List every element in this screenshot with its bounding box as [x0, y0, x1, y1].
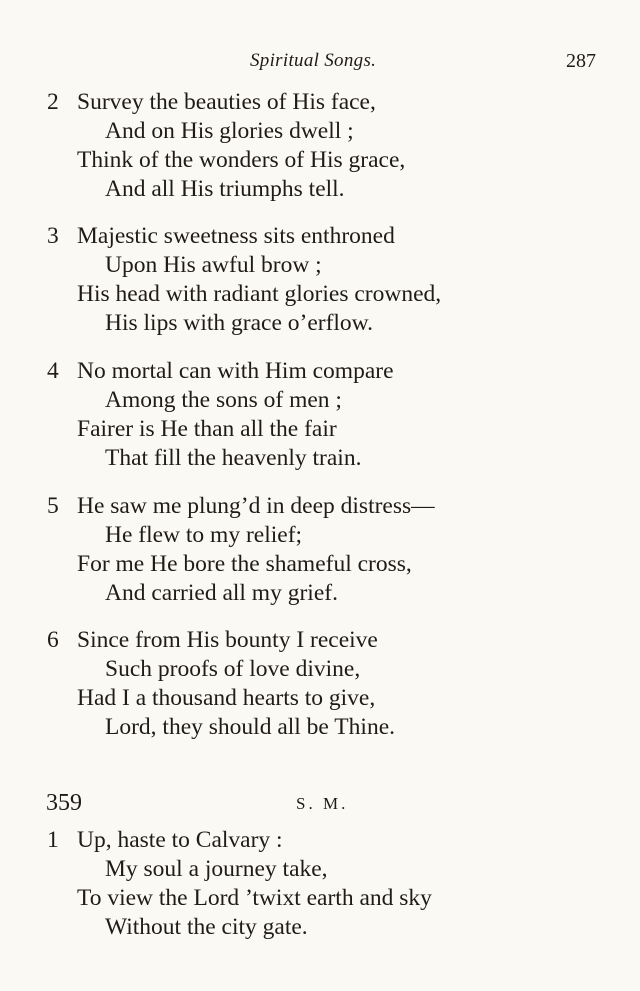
stanza-line [0, 521, 620, 550]
verse-line: Had I a thousand hearts to give, [77, 685, 376, 711]
stanza-line [0, 88, 620, 117]
stanza-line [0, 280, 620, 309]
hymn-meter: S. M. [296, 794, 349, 813]
stanza-line [0, 884, 620, 913]
stanza-line [0, 550, 620, 579]
stanza-4 [0, 357, 620, 473]
stanza-number: 4 [47, 358, 59, 384]
verse-line: That fill the heavenly train. [105, 445, 362, 471]
verse-line: To view the Lord ’twixt earth and sky [77, 885, 432, 911]
verse-line: His lips with grace o’erflow. [105, 310, 374, 336]
verse-line: And on His glories dwell ; [105, 118, 354, 144]
stanza-number: 5 [47, 493, 59, 519]
verse-line: And all His triumphs tell. [105, 176, 345, 202]
stanza-line [0, 655, 620, 684]
hymn-359-stanza-1 [0, 826, 620, 942]
verse-line: Majestic sweetness sits enthroned [77, 223, 395, 249]
hymn-number: 359 [46, 790, 82, 816]
hymn-heading [0, 790, 620, 818]
verse-line: For me He bore the shameful cross, [77, 551, 412, 577]
verse-line: Among the sons of men ; [105, 387, 342, 413]
verse-line: His head with radiant glories crowned, [77, 281, 442, 307]
stanza-number: 6 [47, 627, 59, 653]
verse-line: Without the city gate. [105, 914, 308, 940]
verse-line: He flew to my relief; [105, 522, 303, 548]
stanza-line [0, 386, 620, 415]
stanza-line [0, 222, 620, 251]
verse-line: My soul a journey take, [105, 856, 328, 882]
stanza-line [0, 579, 620, 608]
stanza-line [0, 309, 620, 338]
stanza-number: 1 [47, 827, 59, 853]
stanza-line [0, 913, 620, 942]
verse-line: And carried all my grief. [105, 580, 338, 606]
page-number: 287 [566, 50, 596, 72]
stanza-line [0, 492, 620, 521]
stanza-line [0, 826, 620, 855]
page-header [0, 50, 640, 76]
verse-line: Since from His bounty I receive [77, 627, 378, 653]
verse-line: Such proofs of love divine, [105, 656, 361, 682]
verse-line: Fairer is He than all the fair [77, 416, 337, 442]
stanza-6 [0, 626, 620, 742]
stanza-line [0, 251, 620, 280]
stanza-line [0, 415, 620, 444]
stanza-5 [0, 492, 620, 608]
stanza-line [0, 117, 620, 146]
verse-line: No mortal can with Him compare [77, 358, 394, 384]
stanza-line [0, 855, 620, 884]
stanza-line [0, 684, 620, 713]
stanza-number: 3 [47, 223, 59, 249]
verse-line: Up, haste to Calvary : [77, 827, 283, 853]
verse-line: Lord, they should all be Thine. [105, 714, 395, 740]
stanza-number: 2 [47, 89, 59, 115]
verse-line: Survey the beauties of His face, [77, 89, 376, 115]
stanza-line [0, 626, 620, 655]
stanza-line [0, 146, 620, 175]
running-title: Spiritual Songs. [250, 50, 377, 71]
stanza-2 [0, 88, 620, 204]
stanza-3 [0, 222, 620, 338]
stanza-line [0, 444, 620, 473]
verse-line: Think of the wonders of His grace, [77, 147, 406, 173]
verse-line: Upon His awful brow ; [105, 252, 322, 278]
stanza-line [0, 175, 620, 204]
stanza-line [0, 357, 620, 386]
verse-line: He saw me plung’d in deep distress— [77, 493, 435, 519]
stanza-line [0, 713, 620, 742]
